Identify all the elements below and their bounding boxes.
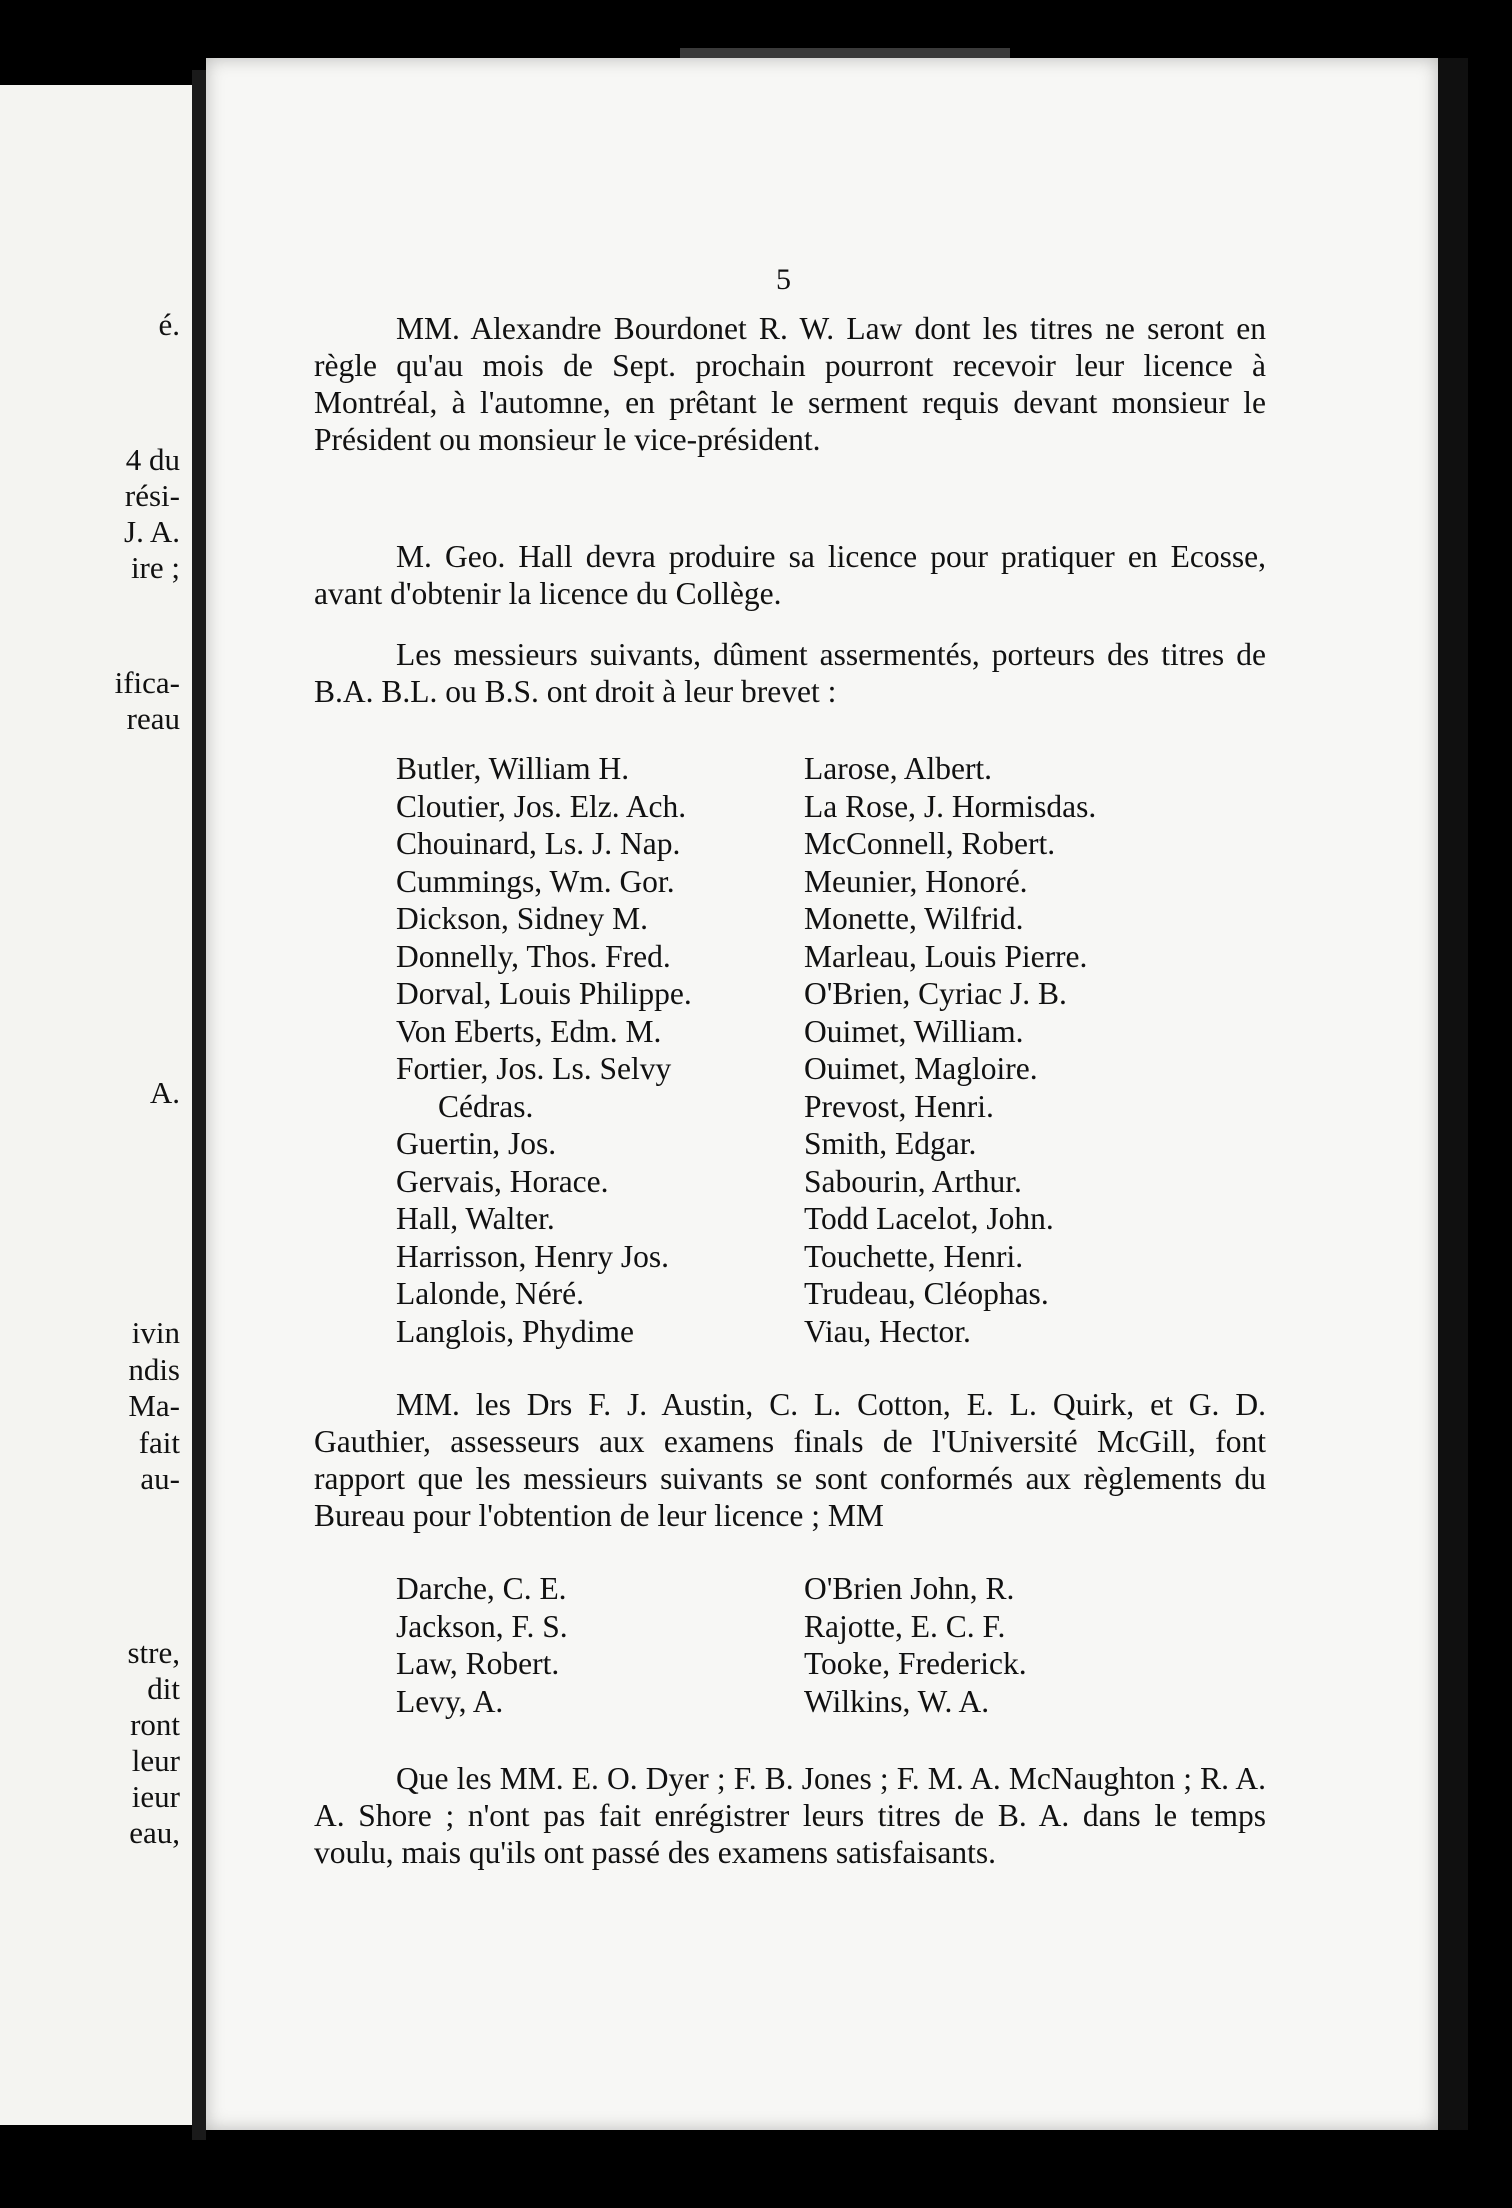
name-column-left bbox=[396, 750, 692, 1350]
fragment-text: stre, bbox=[127, 1635, 180, 1670]
list-item: Touchette, Henri. bbox=[804, 1238, 1024, 1274]
paragraph: Que les MM. E. O. Dyer ; F. B. Jones ; F. M. A. McNaughton ; R. A. A. Shore ; n'ont pas fait enrégistrer leurs titres de B. A. dans le temps voulu, mais qu'ils ont passé des examens satisfaisants. bbox=[314, 1761, 1266, 1870]
list-item: Tooke, Frederick. bbox=[804, 1646, 1027, 1681]
fragment-text: leur bbox=[131, 1743, 180, 1778]
fragment-text: reau bbox=[126, 701, 180, 736]
list-item: Sabourin, Arthur. bbox=[804, 1163, 1022, 1199]
list-item: Donnelly, Thos. Fred. bbox=[396, 938, 671, 974]
name-column-right bbox=[804, 750, 1096, 1350]
list-item: Trudeau, Cléophas. bbox=[804, 1276, 1049, 1311]
list-item: Lalonde, Néré. bbox=[396, 1276, 585, 1311]
list-item: Smith, Edgar. bbox=[804, 1126, 977, 1161]
list-item: Dorval, Louis Philippe. bbox=[396, 976, 692, 1011]
list-item: O'Brien, Cyriac J. B. bbox=[804, 976, 1067, 1011]
name-column-right bbox=[804, 1570, 1027, 1720]
fragment-text: ire ; bbox=[130, 550, 180, 585]
fragment-text: ndis bbox=[128, 1352, 180, 1387]
fragment-text: ifica- bbox=[114, 665, 180, 700]
name-column-left bbox=[396, 1570, 568, 1720]
list-item: O'Brien John, R. bbox=[804, 1571, 1015, 1606]
list-item: Langlois, Phydime bbox=[396, 1313, 634, 1349]
list-item: Darche, C. E. bbox=[396, 1571, 567, 1606]
list-item: Ouimet, William. bbox=[804, 1013, 1024, 1049]
fragment-text: rési- bbox=[124, 478, 180, 513]
fragment-text: ivin bbox=[131, 1315, 180, 1350]
list-item: Fortier, Jos. Ls. Selvy bbox=[396, 1051, 672, 1086]
fragment-text: ieur bbox=[131, 1779, 180, 1814]
list-item: Cummings, Wm. Gor. bbox=[396, 863, 675, 899]
list-item: Dickson, Sidney M. bbox=[396, 901, 648, 936]
page-gutter bbox=[192, 70, 206, 2140]
list-item: Law, Robert. bbox=[396, 1646, 560, 1681]
list-item: Prevost, Henri. bbox=[804, 1088, 994, 1124]
list-item: Levy, A. bbox=[396, 1683, 504, 1719]
list-item: Cloutier, Jos. Elz. Ach. bbox=[396, 788, 687, 824]
document-page bbox=[206, 58, 1438, 2130]
paragraph: MM. les Drs F. J. Austin, C. L. Cotton, E. L. Quirk, et G. D. Gauthier, assesseurs aux examens finals de l'Université McGill, font rapport que les messieurs suivants se sont conformés aux règlements du Bureau pour l'obtention de leur licence ; MM bbox=[314, 1387, 1266, 1533]
list-item: Todd Lacelot, John. bbox=[804, 1201, 1054, 1236]
list-item: Guertin, Jos. bbox=[396, 1126, 557, 1161]
scan-edge bbox=[1438, 58, 1468, 2130]
list-item: Cédras. bbox=[438, 1088, 534, 1124]
list-item: Gervais, Horace. bbox=[396, 1163, 609, 1199]
list-item: Butler, William H. bbox=[396, 751, 630, 786]
fragment-text: A. bbox=[149, 1075, 180, 1110]
list-item: Jackson, F. S. bbox=[396, 1608, 568, 1644]
fragment-text: é. bbox=[158, 307, 180, 342]
fragment-text: ront bbox=[130, 1707, 180, 1742]
paragraph: M. Geo. Hall devra produire sa licence pour pratiquer en Ecosse, avant d'obtenir la licence du Collège. bbox=[314, 539, 1266, 611]
list-item: La Rose, J. Hormisdas. bbox=[804, 788, 1097, 824]
list-item: Viau, Hector. bbox=[804, 1313, 971, 1349]
fragment-text: fait bbox=[138, 1425, 180, 1460]
list-item: Von Eberts, Edm. M. bbox=[396, 1013, 662, 1049]
fragment-text: Ma- bbox=[128, 1388, 180, 1423]
list-item: Ouimet, Magloire. bbox=[804, 1051, 1038, 1086]
fragment-text: 4 du bbox=[125, 442, 180, 477]
list-item: Rajotte, E. C. F. bbox=[804, 1608, 1006, 1644]
list-item: McConnell, Robert. bbox=[804, 826, 1056, 861]
list-item: Wilkins, W. A. bbox=[804, 1683, 990, 1719]
fragment-text: dit bbox=[147, 1671, 180, 1706]
list-item: Larose, Albert. bbox=[804, 751, 993, 786]
page-number: 5 bbox=[776, 263, 791, 296]
list-item: Harrisson, Henry Jos. bbox=[396, 1238, 669, 1274]
list-item: Monette, Wilfrid. bbox=[804, 901, 1024, 936]
fragment-text: au- bbox=[140, 1461, 180, 1496]
list-item: Meunier, Honoré. bbox=[804, 863, 1028, 899]
fragment-text: J. A. bbox=[124, 514, 180, 549]
paragraph: Les messieurs suivants, dûment assermentés, porteurs des titres de B.A. B.L. ou B.S. ont droit à leur brevet : bbox=[314, 637, 1266, 709]
list-item: Marleau, Louis Pierre. bbox=[804, 938, 1088, 974]
fragment-text: eau, bbox=[129, 1815, 180, 1850]
list-item: Chouinard, Ls. J. Nap. bbox=[396, 826, 681, 861]
paragraph: MM. Alexandre Bourdonet R. W. Law dont les titres ne seront en règle qu'au mois de Sept. prochain pourront recevoir leur licence à Montréal, à l'automne, en prêtant le serment requis devant monsieur le Président ou monsieur le vice-président. bbox=[314, 311, 1266, 457]
facing-page-fragment bbox=[0, 85, 192, 2125]
list-item: Hall, Walter. bbox=[396, 1201, 555, 1236]
